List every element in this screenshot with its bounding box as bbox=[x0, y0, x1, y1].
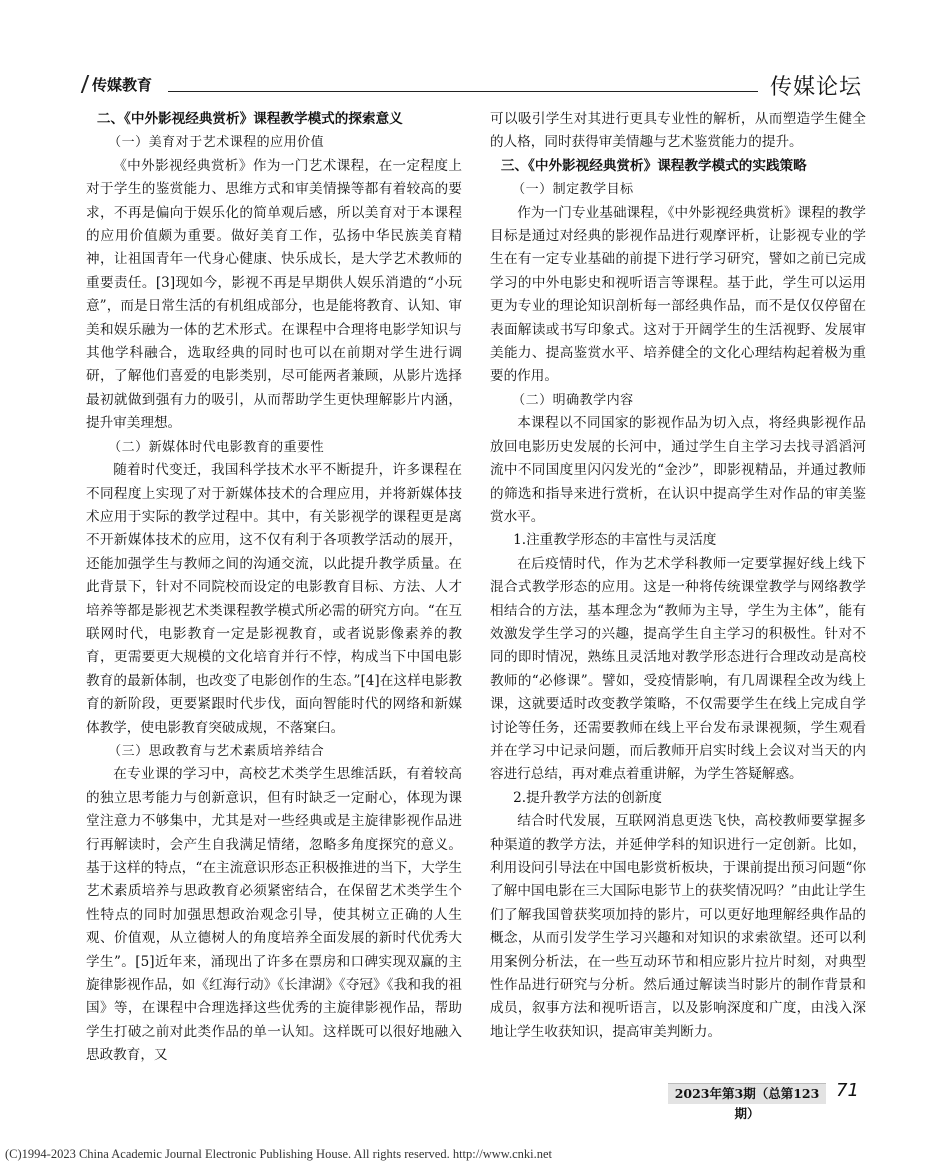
copyright-line: (C)1994-2023 China Academic Journal Electronic Publishing House. All rights reserved. http://www.cnki.net bbox=[5, 1147, 553, 1161]
header-rule bbox=[168, 91, 758, 92]
right-column bbox=[490, 108, 866, 1044]
paragraph: 在后疫情时代，作为艺术学科教师一定要掌握好线上线下混合式教学形态的应用。这是一种将传统课堂教学与网络教学相结合的方法，基本理念为“教师为主导，学生为主体”，能有效激发学生学习的兴趣，提高学生自主学习的积极性。针对不同的即时情况，熟练且灵活地对教学形态进行合理改动是高校教师的“必修课”。譬如，受疫情影响，有几周课程全改为线上课，这就要适时改变教学策略，不仅需要学生在线上完成自学讨论等任务，还需要教师在线上平台发布录课视频，学生观看并在学习中记录问题，而后教师开启实时线上会议对当天的内容进行总结，再对难点着重讲解，为学生答疑解惑。 bbox=[490, 555, 866, 783]
left-column bbox=[86, 108, 462, 1068]
paragraph: 可以吸引学生对其进行更具专业性的解析，从而塑造学生健全的人格，同时获得审美情趣与艺术鉴赏能力的提升。 bbox=[490, 111, 866, 151]
paragraph: 本课程以不同国家的影视作品为切入点，将经典影视作品放回电影历史发展的长河中，通过学生自主学习去找寻滔滔河流中不同国度里闪闪发光的“金沙”，即影视精品，并通过教师的筛选和指导来进行赏析，在认识中提高学生对作品的审美鉴赏水平。 bbox=[490, 415, 866, 525]
paragraph: 随着时代变迁，我国科学技术水平不断提升，许多课程在不同程度上实现了对于新媒体技术的合理应用，并将新媒体技术应用于实际的教学过程中。其中，有关影视学的课程更是离不开新媒体技术的应用，这不仅有利于各项教学活动的展开，还能加强学生与教师之间的沟通交流，以此提升教学质量。在此背景下，针对不同院校而设定的电影教育目标、方法、人才培养等都是影视艺术类课程教学模式所必需的研究方向。“在互联网时代，电影教育一定是影视教育，或者说影像素养的教育，更需要更大规模的文化培育并行不悖，构成当下中国电影教育的最新体制，也改变了电影创作的生态。”[4]在这样电影教育的新阶段，更要紧跟时代步伐，面向智能时代的网络和新媒体教学，使电影教育突破成规，不落窠臼。 bbox=[86, 462, 462, 736]
section-label: 传媒教育 bbox=[84, 74, 152, 95]
journal-title: 传媒论坛 bbox=[769, 75, 862, 100]
section-heading: （一）制定教学目标 bbox=[512, 182, 634, 198]
section-heading: （二）新媒体时代电影教育的重要性 bbox=[108, 439, 325, 455]
section-heading: 三、《中外影视经典赏析》课程教学模式的实践策略 bbox=[500, 157, 807, 174]
issue-info: 2023年第3期（总第123期） bbox=[668, 1083, 826, 1104]
paragraph: 在专业课的学习中，高校艺术类学生思维活跃，有着较高的独立思考能力与创新意识，但有时缺乏一定耐心，体现为课堂注意力不够集中，尤其是对一些经典或是主旋律影视作品进行再解读时，会产生自我满足情绪，忽略多角度探究的意义。基于这样的特点，“在主流意识形态正积极推进的当下，大学生艺术素质培养与思政教育必须紧密结合，在保留艺术类学生个性特点的同时加强思想政治观念引导，使其树立正确的人生观、价值观，从立德树人的角度培养全面发展的新时代优秀大学生”。[5]近年来，涌现出了许多在票房和口碑实现双赢的主旋律影视作品，如《红海行动》《长津湖》《夺冠》《我和我的祖国》等，在课程中合理选择这些优秀的主旋律影视作品，帮助学生打破之前对此类作品的单一认知。这样既可以很好地融入思政教育，又 bbox=[86, 766, 462, 1064]
paragraph: 结合时代发展，互联网消息更迭飞快，高校教师要掌握多种渠道的教学方法，并延伸学科的知识进行一定创新。比如，利用设问引导法在中国电影赏析板块，于课前提出预习问题“你了解中国电影在三大国际电影节上的获奖情况吗？”由此让学生们了解我国曾获奖项加持的影片，可以更好地理解经典作品的概念，从而引发学生学习兴趣和对知识的求索欲望。还可以利用案例分析法，在一些互动环节和相应影片拉片时刻，对典型性作品进行研究与分析。然后通过解读当时影片的制作背景和成员，叙事方法和视听语言，以及影响深度和广度，由浅入深地让学生收获知识，提高审美判断力。 bbox=[490, 813, 866, 1040]
section-heading: （二）明确教学内容 bbox=[512, 392, 634, 408]
section-heading: （一）美育对于艺术课程的应用价值 bbox=[108, 135, 325, 151]
paragraph: 作为一门专业基础课程，《中外影视经典赏析》课程的教学目标是通过对经典的影视作品进行观摩评析，让影视专业的学生在有一定专业基础的前提下进行学习研究，譬如之前已完成学习的中外电影史和视听语言等课程。基于此，学生可以运用更为专业的理论知识剖析每一部经典作品，而不是仅仅停留在表面解读或书写印象式。这对于开阔学生的生活视野、发展审美能力、提高鉴赏水平、培养健全的文化心理结构起着极为重要的作用。 bbox=[490, 204, 866, 385]
section-heading: （三）思政教育与艺术素质培养结合 bbox=[108, 743, 325, 759]
page-number: 71 bbox=[836, 1080, 859, 1101]
section-heading: 2.提升教学方法的创新度 bbox=[513, 789, 663, 806]
section-heading: 1.注重教学形态的丰富性与灵活度 bbox=[513, 532, 717, 549]
section-heading: 二、《中外影视经典赏析》课程教学模式的探索意义 bbox=[96, 111, 403, 127]
paragraph: 《中外影视经典赏析》作为一门艺术课程，在一定程度上对于学生的鉴赏能力、思维方式和审美情操等都有着较高的要求，不再是偏向于娱乐化的简单观后感，所以美育对于本课程的应用价值颇为重要。做好美育工作，弘扬中华民族美育精神，让祖国青年一代身心健康、快乐成长，是大学艺术教师的重要责任。[3]现如今，影视不再是早期供人娱乐消遣的“小玩意”，而是日常生活的有机组成部分，也是能将教育、认知、审美和娱乐融为一体的艺术形式。在课程中合理将电影学知识与其他学科融合，选取经典的同时也可以在前期对学生进行调研，了解他们喜爱的电影类别，尽可能两者兼顾，从影片选择最初就做到强有力的吸引，从而帮助学生更快理解影片内涵，提升审美理想。 bbox=[86, 157, 462, 432]
